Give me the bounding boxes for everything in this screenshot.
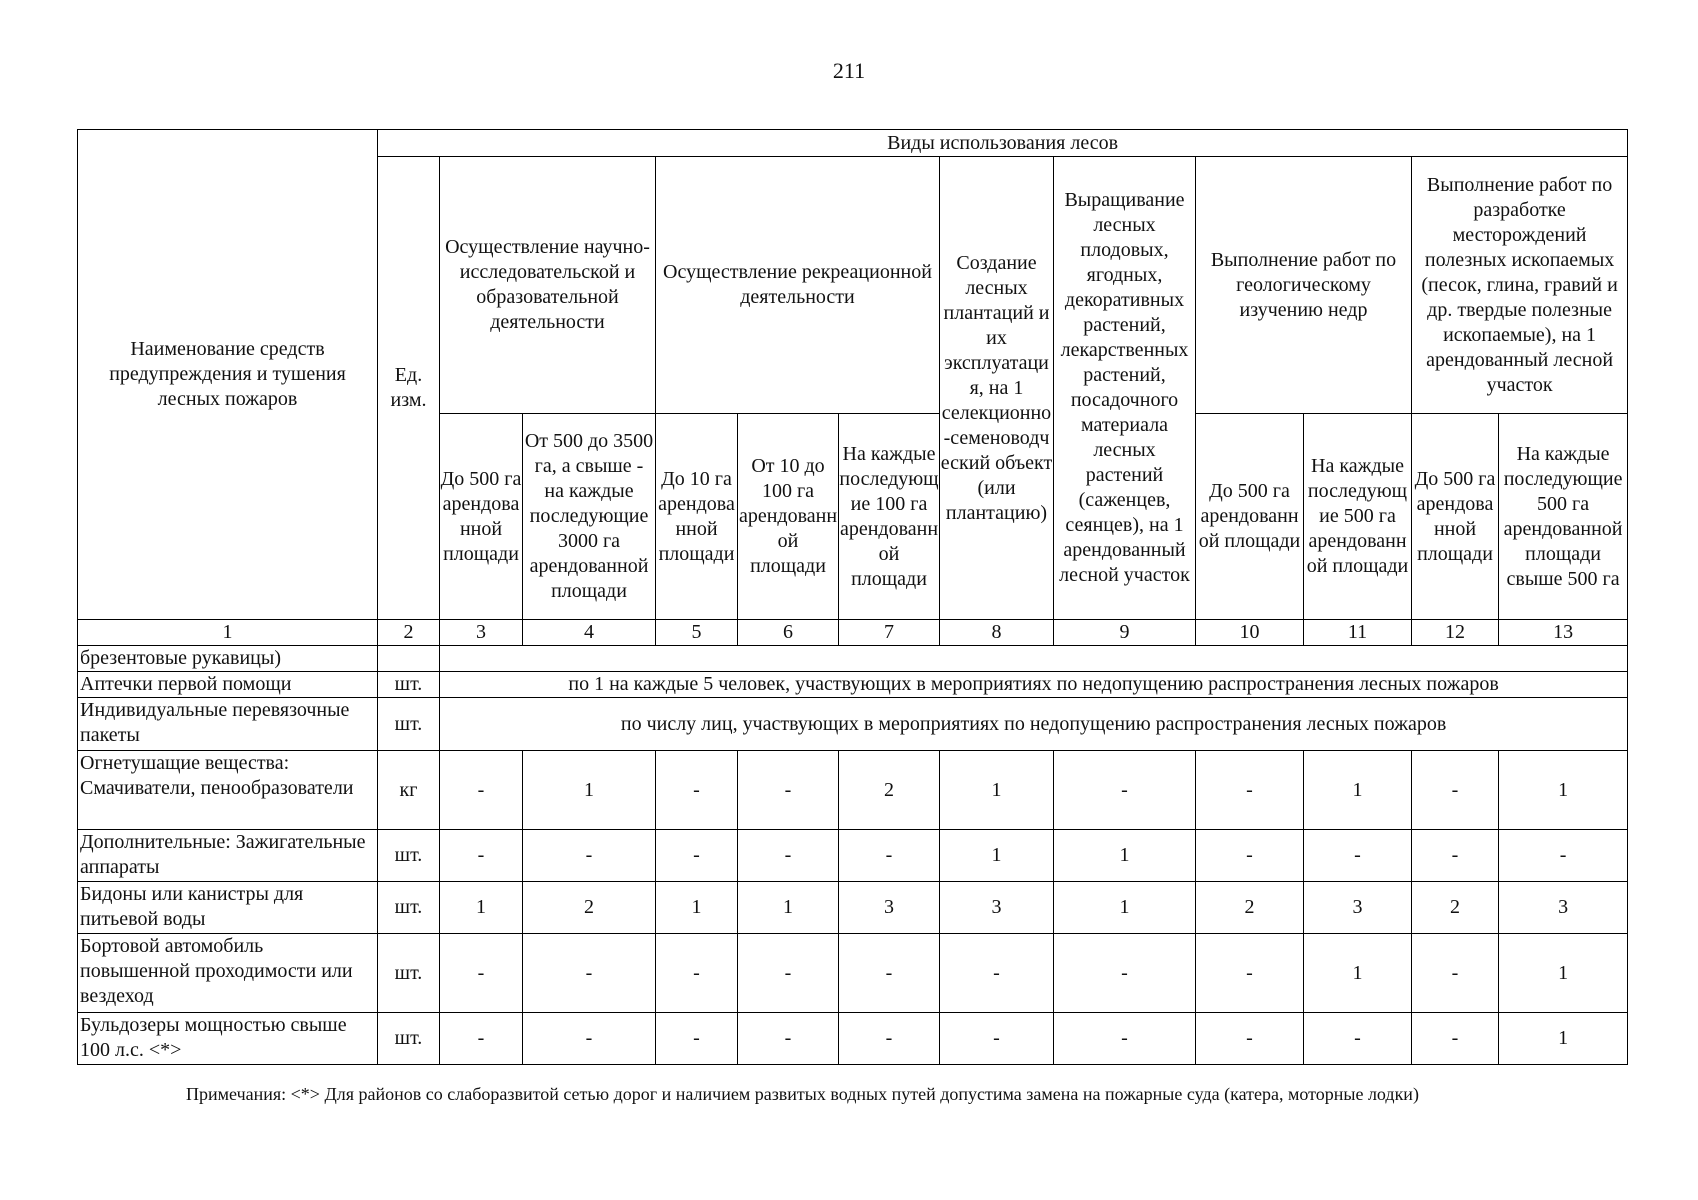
header-unit: Ед. изм. (378, 157, 440, 620)
cell-value: 1 (1499, 751, 1628, 830)
row-merged-value: по числу лиц, участвующих в мероприятиях по недопущению распространения лесных пожаров (440, 698, 1628, 751)
subheader-c10: До 500 га арендованной площади (1196, 414, 1304, 620)
cell-value: - (523, 1013, 656, 1065)
cell-value: - (940, 1013, 1054, 1065)
cell-value: 1 (440, 882, 523, 934)
cell-value: 1 (1304, 751, 1412, 830)
cell-value: - (523, 934, 656, 1013)
row-unit (378, 646, 440, 672)
col-number: 4 (523, 620, 656, 646)
row-name: Бульдозеры мощностью свыше 100 л.с. <*> (78, 1013, 378, 1065)
col-number: 1 (78, 620, 378, 646)
cell-value: - (1499, 830, 1628, 882)
subheader-c5: До 10 га арендованной площади (656, 414, 738, 620)
cell-value: - (1412, 934, 1499, 1013)
row-name: брезентовые рукавицы) (78, 646, 378, 672)
group-recreation: Осуществление рекреационной деятельности (656, 157, 940, 414)
subheader-c4: От 500 до 3500 га, а свыше - на каждые последующие 3000 га арендованной площади (523, 414, 656, 620)
subheader-c7: На каждые последующие 100 га арендованной площади (839, 414, 940, 620)
cell-value: - (940, 934, 1054, 1013)
cell-value: - (1304, 830, 1412, 882)
subheader-c12: До 500 га арендованной площади (1412, 414, 1499, 620)
col-number: 2 (378, 620, 440, 646)
row-unit: шт. (378, 830, 440, 882)
cell-value: - (1412, 1013, 1499, 1065)
row-name: Дополнительные: Зажигательные аппараты (78, 830, 378, 882)
cell-value: - (1196, 830, 1304, 882)
cell-value: - (1196, 751, 1304, 830)
row-unit: шт. (378, 672, 440, 698)
row-unit: кг (378, 751, 440, 830)
cell-value: - (1412, 751, 1499, 830)
cell-value: - (1054, 934, 1196, 1013)
cell-value: - (440, 830, 523, 882)
cell-value: 2 (523, 882, 656, 934)
group-geology: Выполнение работ по геологическому изучению недр (1196, 157, 1412, 414)
cell-value: 3 (1499, 882, 1628, 934)
subheader-c3: До 500 га арендованной площади (440, 414, 523, 620)
cell-value: 1 (1054, 830, 1196, 882)
subheader-c13: На каждые последующие 500 га арендованной площади свыше 500 га (1499, 414, 1628, 620)
cell-value: - (738, 830, 839, 882)
row-unit: шт. (378, 698, 440, 751)
group-growing: Выращивание лесных плодовых, ягодных, декоративных растений, лекарственных растений, посадочного материала лесных растений (саженцев, сеянцев), на 1 арендованный лесной участок (1054, 157, 1196, 620)
cell-value: - (1054, 751, 1196, 830)
col-number: 8 (940, 620, 1054, 646)
cell-value: - (1412, 830, 1499, 882)
col-number: 6 (738, 620, 839, 646)
row-name: Индивидуальные перевязочные пакеты (78, 698, 378, 751)
cell-value: - (656, 934, 738, 1013)
cell-value: - (1196, 934, 1304, 1013)
row-unit: шт. (378, 882, 440, 934)
header-name: Наименование средств предупреждения и тушения лесных пожаров (78, 130, 378, 620)
cell-value: - (738, 751, 839, 830)
row-merged-value (440, 646, 1628, 672)
cell-value: 1 (1304, 934, 1412, 1013)
group-deposits: Выполнение работ по разработке месторождений полезных ископаемых (песок, глина, гравий и др. твердые полезные ископаемые), на 1 арендованный лесной участок (1412, 157, 1628, 414)
page-number: 211 (832, 58, 866, 83)
row-name: Огнетушащие вещества: Смачиватели, пенообразователи (78, 751, 378, 830)
cell-value: - (656, 751, 738, 830)
col-number: 10 (1196, 620, 1304, 646)
cell-value: - (1304, 1013, 1412, 1065)
col-number: 7 (839, 620, 940, 646)
col-number: 12 (1412, 620, 1499, 646)
cell-value: - (1196, 1013, 1304, 1065)
row-name: Аптечки первой помощи (78, 672, 378, 698)
cell-value: 2 (1412, 882, 1499, 934)
col-number: 5 (656, 620, 738, 646)
subheader-c11: На каждые последующие 500 га арендованной площади (1304, 414, 1412, 620)
cell-value: - (738, 1013, 839, 1065)
row-unit: шт. (378, 934, 440, 1013)
cell-value: 1 (1499, 934, 1628, 1013)
cell-value: - (839, 1013, 940, 1065)
row-merged-value: по 1 на каждые 5 человек, участвующих в мероприятиях по недопущению распространения лесных пожаров (440, 672, 1628, 698)
row-name: Бидоны или канистры для питьевой воды (78, 882, 378, 934)
cell-value: 1 (1499, 1013, 1628, 1065)
cell-value: 1 (940, 830, 1054, 882)
cell-value: - (440, 934, 523, 1013)
col-number: 3 (440, 620, 523, 646)
cell-value: 3 (1304, 882, 1412, 934)
row-name: Бортовой автомобиль повышенной проходимости или вездеход (78, 934, 378, 1013)
cell-value: - (440, 1013, 523, 1065)
col-number: 9 (1054, 620, 1196, 646)
cell-value: 1 (523, 751, 656, 830)
cell-value: 1 (940, 751, 1054, 830)
cell-value: 1 (1054, 882, 1196, 934)
cell-value: - (839, 934, 940, 1013)
group-research: Осуществление научно-исследовательской и образовательной деятельности (440, 157, 656, 414)
subheader-c6: От 10 до 100 га арендованной площади (738, 414, 839, 620)
cell-value: 1 (738, 882, 839, 934)
col-number: 13 (1499, 620, 1628, 646)
cell-value: - (440, 751, 523, 830)
header-forest-use: Виды использования лесов (378, 130, 1628, 157)
cell-value: - (1054, 1013, 1196, 1065)
cell-value: - (738, 934, 839, 1013)
cell-value: 3 (940, 882, 1054, 934)
col-number: 11 (1304, 620, 1412, 646)
cell-value: - (656, 1013, 738, 1065)
cell-value: - (523, 830, 656, 882)
cell-value: - (839, 830, 940, 882)
cell-value: 3 (839, 882, 940, 934)
cell-value: 2 (839, 751, 940, 830)
group-plantations: Создание лесных плантаций и их эксплуатация, на 1 селекционно-семеноводческий объект (или плантацию) (940, 157, 1054, 620)
cell-value: 1 (656, 882, 738, 934)
footnote: Примечания: <*> Для районов со слаборазвитой сетью дорог и наличием развитых водных путей допустима замена на пожарные суда (катера, моторные лодки) (186, 1084, 1419, 1104)
cell-value: - (656, 830, 738, 882)
row-unit: шт. (378, 1013, 440, 1065)
norms-table (77, 129, 1628, 1065)
cell-value: 2 (1196, 882, 1304, 934)
